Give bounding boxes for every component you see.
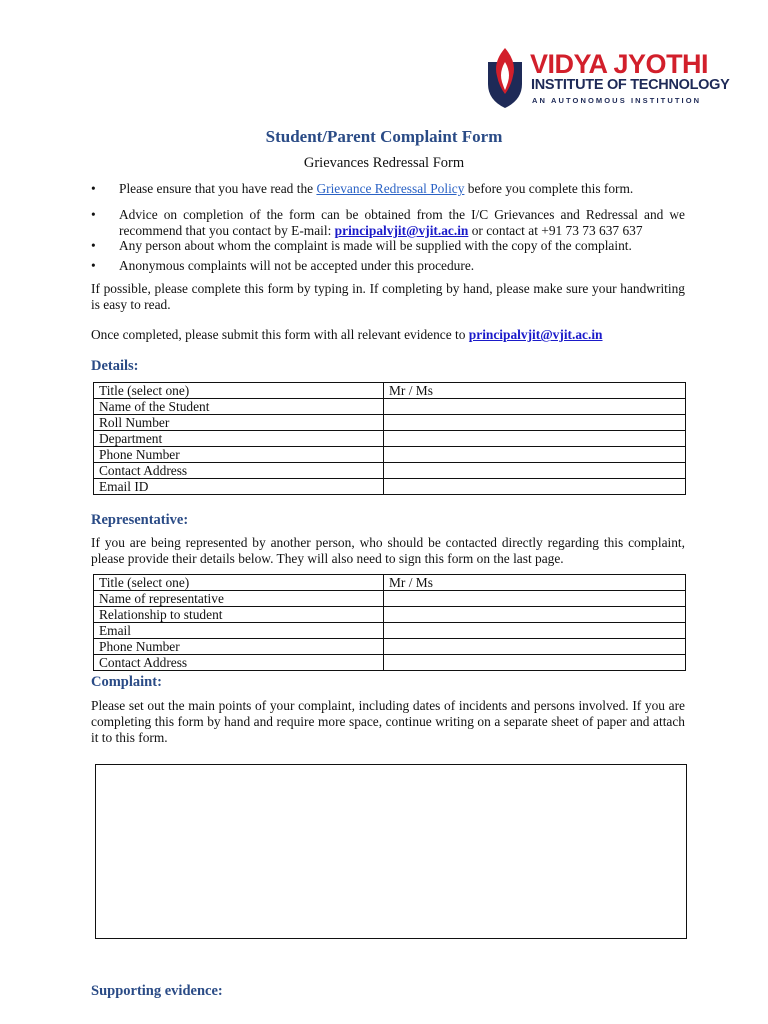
complaint-heading: Complaint:: [91, 674, 162, 690]
submit-instructions: Once completed, please submit this form with all relevant evidence to principalvjit@vjit.ac.in: [91, 327, 603, 342]
representative-heading: Representative:: [91, 512, 189, 528]
field-label: Department: [94, 431, 384, 447]
table-row: [94, 655, 686, 671]
field-label: Relationship to student: [94, 607, 384, 623]
field-value[interactable]: [384, 591, 686, 607]
field-label: Phone Number: [94, 639, 384, 655]
bullet-dot: •: [91, 207, 96, 222]
logo-name: VIDYA JYOTHI: [530, 49, 709, 79]
field-value[interactable]: [384, 463, 686, 479]
grievance-policy-link[interactable]: Grievance Redressal Policy: [316, 181, 465, 196]
field-value[interactable]: [384, 623, 686, 639]
table-row: [94, 383, 686, 399]
principal-email-link[interactable]: principalvjit@vjit.ac.in: [334, 223, 469, 238]
field-value[interactable]: [384, 655, 686, 671]
bullet-text: Advice on completion of the form can be obtained from the I/C Grievances and Redressal and we recommend that you contact by E-mail: principalvjit@vjit.ac.in or contact at +91 73 73 637 637: [119, 207, 685, 238]
table-row: [94, 399, 686, 415]
logo-institute: INSTITUTE OF TECHNOLOGY: [531, 77, 730, 93]
table-row: [94, 591, 686, 607]
field-value[interactable]: [384, 415, 686, 431]
field-value[interactable]: [384, 447, 686, 463]
field-value[interactable]: [384, 399, 686, 415]
field-label: Name of representative: [94, 591, 384, 607]
bullet-dot: •: [91, 181, 96, 196]
field-label: Email: [94, 623, 384, 639]
table-row: [94, 575, 686, 591]
field-label: Title (select one): [94, 575, 384, 591]
table-row: [94, 415, 686, 431]
page-title: Student/Parent Complaint Form: [265, 127, 503, 146]
bullet-text: Please ensure that you have read the Grievance Redressal Policy before you complete this form.: [119, 181, 634, 196]
field-value[interactable]: [384, 431, 686, 447]
field-value[interactable]: [384, 639, 686, 655]
flame-shield-icon: [484, 44, 526, 110]
field-value[interactable]: Mr / Ms: [384, 383, 686, 399]
field-value[interactable]: Mr / Ms: [384, 575, 686, 591]
field-label: Title (select one): [94, 383, 384, 399]
table-row: [94, 463, 686, 479]
representative-table: [93, 574, 686, 671]
complaint-instructions: Please set out the main points of your complaint, including dates of incidents and persons involved. If you are completing this form by hand and require more space, continue writing on a separate sheet of paper and attach it to this form.: [91, 698, 685, 745]
table-row: [94, 447, 686, 463]
field-value[interactable]: [384, 479, 686, 495]
table-row: [94, 431, 686, 447]
supporting-evidence-heading: Supporting evidence:: [91, 983, 223, 999]
field-label: Email ID: [94, 479, 384, 495]
field-label: Name of the Student: [94, 399, 384, 415]
page-subtitle: Grievances Redressal Form: [303, 155, 465, 171]
field-label: Contact Address: [94, 463, 384, 479]
field-label: Contact Address: [94, 655, 384, 671]
details-heading: Details:: [91, 358, 139, 374]
table-row: [94, 479, 686, 495]
table-row: [94, 623, 686, 639]
complaint-text-box[interactable]: [95, 764, 687, 939]
table-row: [94, 639, 686, 655]
submit-email-link[interactable]: principalvjit@vjit.ac.in: [468, 327, 603, 342]
bullet-dot: •: [91, 258, 96, 273]
typing-instructions: If possible, please complete this form by typing in. If completing by hand, please make sure your handwriting is easy to read.: [91, 281, 685, 312]
field-label: Phone Number: [94, 447, 384, 463]
logo-tagline: AN AUTONOMOUS INSTITUTION: [532, 96, 702, 105]
bullet-text: Any person about whom the complaint is made will be supplied with the copy of the complaint.: [119, 238, 632, 253]
bullet-text: Anonymous complaints will not be accepted under this procedure.: [119, 258, 475, 273]
representative-text: If you are being represented by another person, who should be contacted directly regarding this complaint, please provide their details below. They will also need to sign this form on the last page.: [91, 535, 685, 566]
institute-logo: [484, 44, 730, 110]
bullet-dot: •: [91, 238, 96, 253]
field-label: Roll Number: [94, 415, 384, 431]
table-row: [94, 607, 686, 623]
field-value[interactable]: [384, 607, 686, 623]
details-table: [93, 382, 686, 495]
